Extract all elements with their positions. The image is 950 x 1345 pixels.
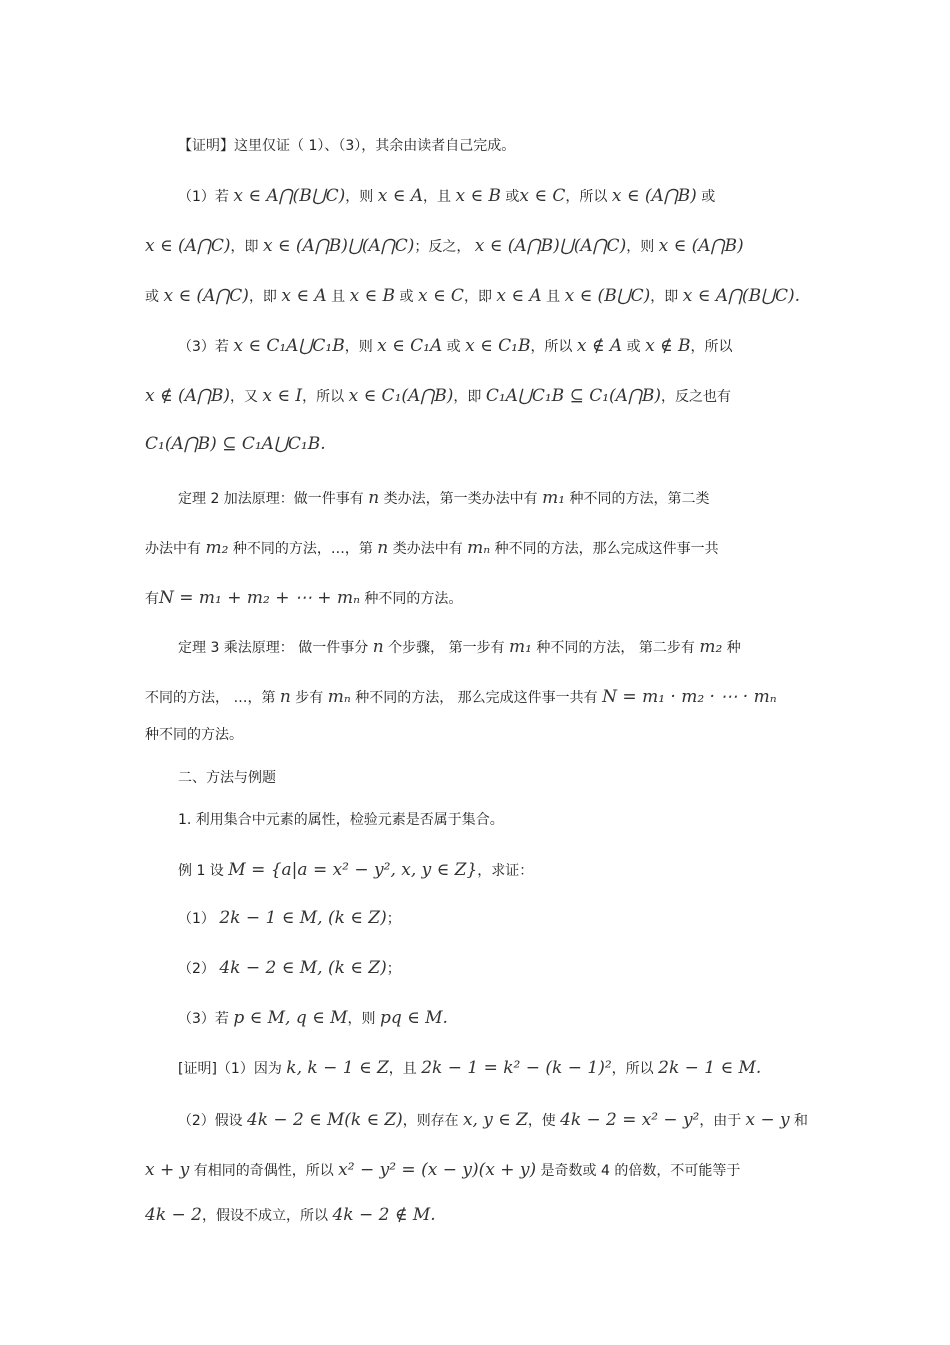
line-thm2-line2 (145, 538, 719, 559)
line-thm3-line3 (145, 725, 243, 745)
text-run: 和 (789, 1113, 808, 1129)
text-run: （2） (178, 961, 220, 977)
text-run: ，即 (453, 389, 486, 405)
line-proof2-line1 (178, 1110, 808, 1131)
text-run: 步有 (290, 690, 328, 706)
math-expression: m₂ (699, 637, 723, 657)
text-run: 不同的方法， …，第 (145, 690, 280, 706)
math-expression: x ∉ B (645, 336, 691, 356)
math-expression: 4k − 2 ∈ M, (k ∈ Z) (219, 958, 387, 978)
line-thm2-line1 (178, 488, 710, 509)
math-expression: n (372, 637, 384, 657)
text-run: 种不同的方法， 第二步有 (531, 640, 700, 656)
text-run: 定理 2 加法原理：做一件事有 (178, 491, 369, 507)
line-ex1 (178, 860, 533, 881)
line-proof-intro (178, 136, 515, 156)
math-expression: x ∈ A⋂(B⋃C) (233, 186, 346, 206)
line-section-2 (178, 768, 276, 788)
math-expression: x ∈ (B⋃C) (564, 286, 651, 306)
text-run: ，所以 (565, 189, 612, 205)
text-run: ，又 (229, 389, 263, 405)
math-expression: x ∈ I (262, 386, 303, 406)
text-run: ，由于 (699, 1113, 746, 1129)
text-run: 且 (326, 289, 350, 305)
text-run: 【证明】这里仅证（ 1）、（3），其余由读者自己完成。 (178, 138, 516, 154)
math-expression: 2k − 1 ∈ M, (k ∈ Z) (219, 908, 387, 928)
math-expression: m₂ (205, 538, 229, 558)
math-expression: m₁ (542, 488, 566, 508)
math-expression: pq ∈ M. (379, 1008, 448, 1028)
text-run: 1. 利用集合中元素的属性，检验元素是否属于集合。 (178, 812, 504, 828)
text-run: 定理 3 乘法原理： 做一件事分 (178, 640, 373, 656)
text-run: ，则 (345, 189, 378, 205)
math-expression: x ∈ B (455, 186, 501, 206)
math-expression: k, k − 1 ∈ Z (286, 1058, 389, 1078)
line-p3-line1 (178, 336, 733, 357)
line-thm2-line3 (145, 588, 462, 609)
text-run: 办法中有 (145, 541, 206, 557)
text-run: 或 (442, 339, 466, 355)
math-expression: C₁A⋃C₁B ⊆ C₁(A⋂B) (485, 386, 662, 406)
text-run: ，反之也有 (661, 389, 732, 405)
text-run: 或 (696, 189, 716, 205)
text-run: （2）假设 (178, 1113, 248, 1129)
text-run: ，所以 (302, 389, 349, 405)
text-run: 或 (500, 189, 520, 205)
text-run: ，则 (347, 1011, 380, 1027)
math-expression: x ∈ (A⋂C) (145, 236, 231, 256)
text-run: 种不同的方法，那么完成这件事一共 (490, 541, 719, 557)
text-run: 种 (722, 640, 741, 656)
math-expression: x ∈ A (496, 286, 542, 306)
math-expression: 2k − 1 ∈ M. (658, 1058, 762, 1078)
math-expression: n (377, 538, 389, 558)
line-ex1-2 (178, 958, 401, 979)
text-run: 或 (395, 289, 418, 305)
math-expression: x ∈ (A⋂B) (611, 186, 697, 206)
text-run: （1） (178, 911, 220, 927)
line-ex1-3 (178, 1008, 448, 1029)
text-run: 且 (541, 289, 565, 305)
text-run: 例 1 设 (178, 863, 229, 879)
text-run: [证明]（1）因为 (178, 1061, 287, 1077)
text-run: 类办法中有 (388, 541, 468, 557)
math-expression: x + y (145, 1160, 190, 1180)
line-ex1-1 (178, 908, 401, 929)
math-expression: p ∈ M, q ∈ M (233, 1008, 348, 1028)
math-expression: x − y (745, 1110, 790, 1130)
math-expression: x ∈ C (519, 186, 566, 206)
math-expression: x ∈ C₁(A⋂B) (348, 386, 454, 406)
math-expression: x² − y² = (x − y)(x + y) (338, 1160, 537, 1180)
math-expression: m₁ (509, 637, 532, 657)
text-run: 或 (622, 339, 646, 355)
line-thm3-line2 (145, 687, 777, 708)
text-run: （3）若 (178, 339, 234, 355)
text-run: ，所以 (611, 1061, 659, 1077)
math-expression: M = {a|a = x² − y², x, y ∈ Z} (228, 860, 478, 880)
math-expression: x ∈ C₁B (465, 336, 531, 356)
text-run: ； (386, 961, 401, 977)
math-expression: x ∈ A (377, 186, 423, 206)
text-run: 类办法，第一类办法中有 (379, 491, 543, 507)
text-run: （1）若 (178, 189, 234, 205)
line-p3-line3 (145, 434, 326, 455)
math-expression: x ∈ C₁A⋃C₁B (233, 336, 345, 356)
text-run: 种不同的方法，…，第 (228, 541, 378, 557)
math-expression: x ∈ B (349, 286, 396, 306)
math-expression: x ∈ A⋂(B⋃C). (682, 286, 801, 306)
line-proof2-line3 (145, 1205, 436, 1226)
line-p1-line3 (145, 286, 800, 307)
text-run: ，即 (230, 239, 263, 255)
math-expression: mₙ (327, 687, 351, 707)
text-run: ，即 (650, 289, 683, 305)
text-run: ，则 (626, 239, 659, 255)
math-expression: x ∈ (A⋂B) (658, 236, 744, 256)
text-run: ，所以 (530, 339, 577, 355)
math-expression: N = m₁ · m₂ · ⋯ · mₙ (602, 687, 777, 707)
text-run: ，且 (423, 189, 456, 205)
math-expression: x ∈ (A⋂C) (163, 286, 249, 306)
math-expression: N = m₁ + m₂ + ⋯ + mₙ (159, 588, 360, 608)
math-expression: 4k − 2 (145, 1205, 202, 1225)
line-method-1 (178, 810, 504, 830)
text-run: 有 (145, 591, 159, 607)
text-run: ，即 (248, 289, 282, 305)
line-proof2-line2 (145, 1160, 740, 1181)
text-run: ，则存在 (402, 1113, 463, 1129)
text-run: 有相同的奇偶性，所以 (189, 1163, 339, 1179)
math-expression: 4k − 2 ∈ M(k ∈ Z) (247, 1110, 403, 1130)
math-expression: C₁(A⋂B) ⊆ C₁A⋃C₁B. (145, 434, 326, 454)
math-expression: x ∈ C (417, 286, 464, 306)
line-p1-line1 (178, 186, 715, 207)
text-run: ，即 (463, 289, 497, 305)
text-run: ，求证： (477, 863, 534, 879)
math-expression: x ∈ A (281, 286, 327, 306)
math-expression: x ∈ (A⋂B)⋃(A⋂C) (474, 236, 627, 256)
math-expression: 2k − 1 = k² − (k − 1)² (421, 1058, 612, 1078)
math-expression: x ∈ C₁A (377, 336, 443, 356)
line-proof1 (178, 1058, 761, 1079)
math-expression: 4k − 2 ∉ M. (332, 1205, 436, 1225)
text-run: ，则 (344, 339, 378, 355)
math-expression: 4k − 2 = x² − y² (560, 1110, 700, 1130)
text-run: 种不同的方法， 那么完成这件事一共有 (350, 690, 603, 706)
text-run: ； (386, 911, 401, 927)
line-p3-line2 (145, 386, 731, 407)
math-expression: x ∉ A (576, 336, 623, 356)
text-run: ；反之， (414, 239, 475, 255)
text-run: 二、方法与例题 (178, 770, 276, 786)
text-run: 或 (145, 289, 164, 305)
line-thm3-line1 (178, 637, 741, 658)
text-run: 种不同的方法。 (145, 727, 243, 743)
math-expression: x ∈ (A⋂B)⋃(A⋂C) (262, 236, 415, 256)
math-expression: n (279, 687, 291, 707)
text-run: 个步骤， 第一步有 (383, 640, 510, 656)
text-run: 是奇数或 4 的倍数，不可能等于 (536, 1163, 741, 1179)
math-expression: n (368, 488, 380, 508)
text-run: （3）若 (178, 1011, 234, 1027)
line-p1-line2 (145, 236, 744, 257)
math-expression: mₙ (467, 538, 491, 558)
text-run: ，且 (388, 1061, 422, 1077)
math-expression: x, y ∈ Z (462, 1110, 528, 1130)
text-run: 种不同的方法。 (359, 591, 463, 607)
math-expression: x ∉ (A⋂B) (145, 386, 230, 406)
text-run: ，所以 (690, 339, 733, 355)
text-run: ，假设不成立，所以 (202, 1208, 333, 1224)
text-run: 种不同的方法，第二类 (565, 491, 710, 507)
text-run: ，使 (527, 1113, 561, 1129)
